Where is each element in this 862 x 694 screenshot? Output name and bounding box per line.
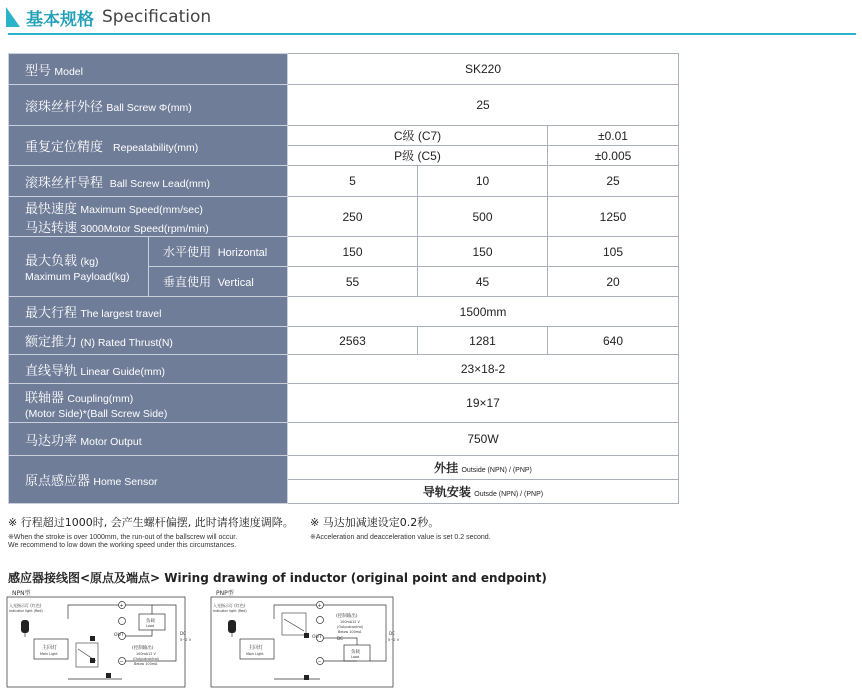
speed-value: 500 (418, 197, 548, 237)
speed-value: 1250 (548, 197, 679, 237)
pnp-control-en: (Outputcontrol) (337, 625, 364, 629)
pnp-control-below: Below 100mA (338, 630, 362, 634)
label-cell: 最快速度 Maximum Speed(mm/sec) 马达转速 3000Motor Speed(rpm/min) (9, 197, 288, 237)
svg-text:+: + (119, 603, 124, 609)
pnp-main-circuit: 主回灯 (248, 645, 264, 651)
travel-value: 1500mm (288, 297, 679, 327)
pnp-control: (控制输出) (336, 614, 358, 619)
npn-load-en: Load (146, 624, 155, 628)
npn-dc-volt: 5~2 V (180, 638, 192, 642)
npn-control: (控制输出) (132, 646, 154, 651)
label-cell: 最大行程 The largest travel (9, 297, 288, 327)
svg-text:DC: DC (337, 636, 343, 641)
table-row (9, 456, 679, 480)
npn-control-spec: 100mA12 V (136, 652, 156, 656)
payload-value: 150 (288, 237, 418, 267)
grade-c7-value: ±0.01 (548, 126, 679, 146)
pnp-load: 负载 (351, 650, 360, 655)
model-value: SK220 (288, 54, 679, 85)
speed-value: 250 (288, 197, 418, 237)
guide-value: 23×18-2 (288, 355, 679, 384)
sublabel-cell: 水平使用 Horizontal (149, 237, 288, 267)
table-row (9, 297, 679, 327)
pnp-indicator-label: 入光指示灯 (红色) (213, 603, 246, 608)
table-row (9, 423, 679, 456)
pnp-dc: DC (389, 631, 395, 636)
payload-value: 20 (548, 267, 679, 297)
home-sensor-rail: 导轨安装 Outsde (NPN) / (PNP) (288, 480, 679, 504)
payload-value: 105 (548, 237, 679, 267)
coupling-value: 19×17 (288, 384, 679, 423)
payload-value: 45 (418, 267, 548, 297)
payload-value: 150 (418, 237, 548, 267)
label-cell: 马达功率 Motor Output (9, 423, 288, 456)
home-sensor-outside: 外挂 Outside (NPN) / (PNP) (288, 456, 679, 480)
pnp-main-circuit-en: Main Light (246, 652, 264, 656)
grade-c5-value: ±0.005 (548, 146, 679, 166)
section-title-zh: 基本规格 (26, 9, 94, 30)
label-cell: 直线导轨 Linear Guide(mm) (9, 355, 288, 384)
thrust-value: 640 (548, 327, 679, 355)
table-row (9, 126, 679, 146)
grade-c7: C级 (C7) (288, 126, 548, 146)
pnp-control-spec: 100mA12 V (340, 620, 360, 624)
table-row (9, 166, 679, 197)
note-acceleration: ※ 马达加减速设定0.2秒。 ※Acceleration and deacceleration value is set 0.2 second. (310, 516, 491, 541)
note-stroke: ※ 行程超过1000时, 会产生螺杆偏摆, 此时请将速度调降。 ※When the stroke is over 1000mm, the run-out of the ballscrew will occur. We recommend to low down the working speed under this circumstances. (8, 516, 294, 549)
lead-value: 25 (548, 166, 679, 197)
header-triangle-icon (6, 7, 20, 27)
npn-control-below: Below 100mA (134, 662, 158, 666)
thrust-value: 1281 (418, 327, 548, 355)
table-row (9, 54, 679, 85)
motor-value: 750W (288, 423, 679, 456)
section-title-en: Specification (102, 7, 212, 27)
spec-table (8, 53, 679, 504)
npn-out-label: OUT (114, 633, 124, 638)
header-divider (8, 33, 856, 35)
svg-text:−: − (317, 659, 322, 665)
label-cell: 最大负载 (kg) Maximum Payload(kg) (9, 237, 149, 297)
pnp-wiring-diagram (210, 589, 410, 689)
sublabel-cell: 垂直使用 Vertical (149, 267, 288, 297)
pnp-indicator-en: Indicator light (Red) (213, 609, 247, 613)
wiring-title: 感应器接线图<原点及端点> Wiring drawing of inductor (original point and endpoint) (8, 571, 547, 585)
npn-wiring-diagram (6, 589, 202, 689)
table-row (9, 237, 679, 267)
grade-c5: P级 (C5) (288, 146, 548, 166)
thrust-value: 2563 (288, 327, 418, 355)
table-row (9, 384, 679, 423)
npn-load: 负载 (146, 619, 155, 624)
table-row (9, 327, 679, 355)
npn-indicator-en: Indicator light (Red) (9, 609, 43, 613)
pnp-out-label: OUT (312, 635, 322, 640)
npn-dc: DC (180, 631, 186, 636)
pnp-type-label: PNP型 (216, 590, 234, 597)
npn-main-circuit-en: Main Light (40, 652, 58, 656)
label-cell: 联轴器 Coupling(mm) (Motor Side)*(Ball Screw Side) (9, 384, 288, 423)
pnp-dc-volt: 5~2 V (388, 638, 400, 642)
section-header (6, 4, 211, 30)
ball-screw-value: 25 (288, 85, 679, 126)
svg-text:+: + (317, 603, 322, 609)
table-row (9, 355, 679, 384)
svg-text:−: − (119, 659, 124, 665)
table-row (9, 197, 679, 237)
label-cell: 原点感应器 Home Sensor (9, 456, 288, 504)
label-cell: 滚珠丝杆外径 Ball Screw Φ(mm) (9, 85, 288, 126)
npn-main-circuit: 主回灯 (42, 645, 58, 651)
lead-value: 5 (288, 166, 418, 197)
npn-indicator-label: 入光指示灯 (红色) (9, 603, 42, 608)
lead-value: 10 (418, 166, 548, 197)
pnp-load-en: Load (351, 655, 360, 659)
label-cell: 额定推力 (N) Rated Thrust(N) (9, 327, 288, 355)
table-row (9, 85, 679, 126)
label-cell: 滚珠丝杆导程 Ball Screw Lead(mm) (9, 166, 288, 197)
npn-type-label: NPN型 (12, 590, 31, 597)
label-cell: 型号 Model (9, 54, 288, 85)
payload-value: 55 (288, 267, 418, 297)
label-cell: 重复定位精度 Repeatability(mm) (9, 126, 288, 166)
npn-control-en: (Outputcontrol) (133, 657, 160, 661)
